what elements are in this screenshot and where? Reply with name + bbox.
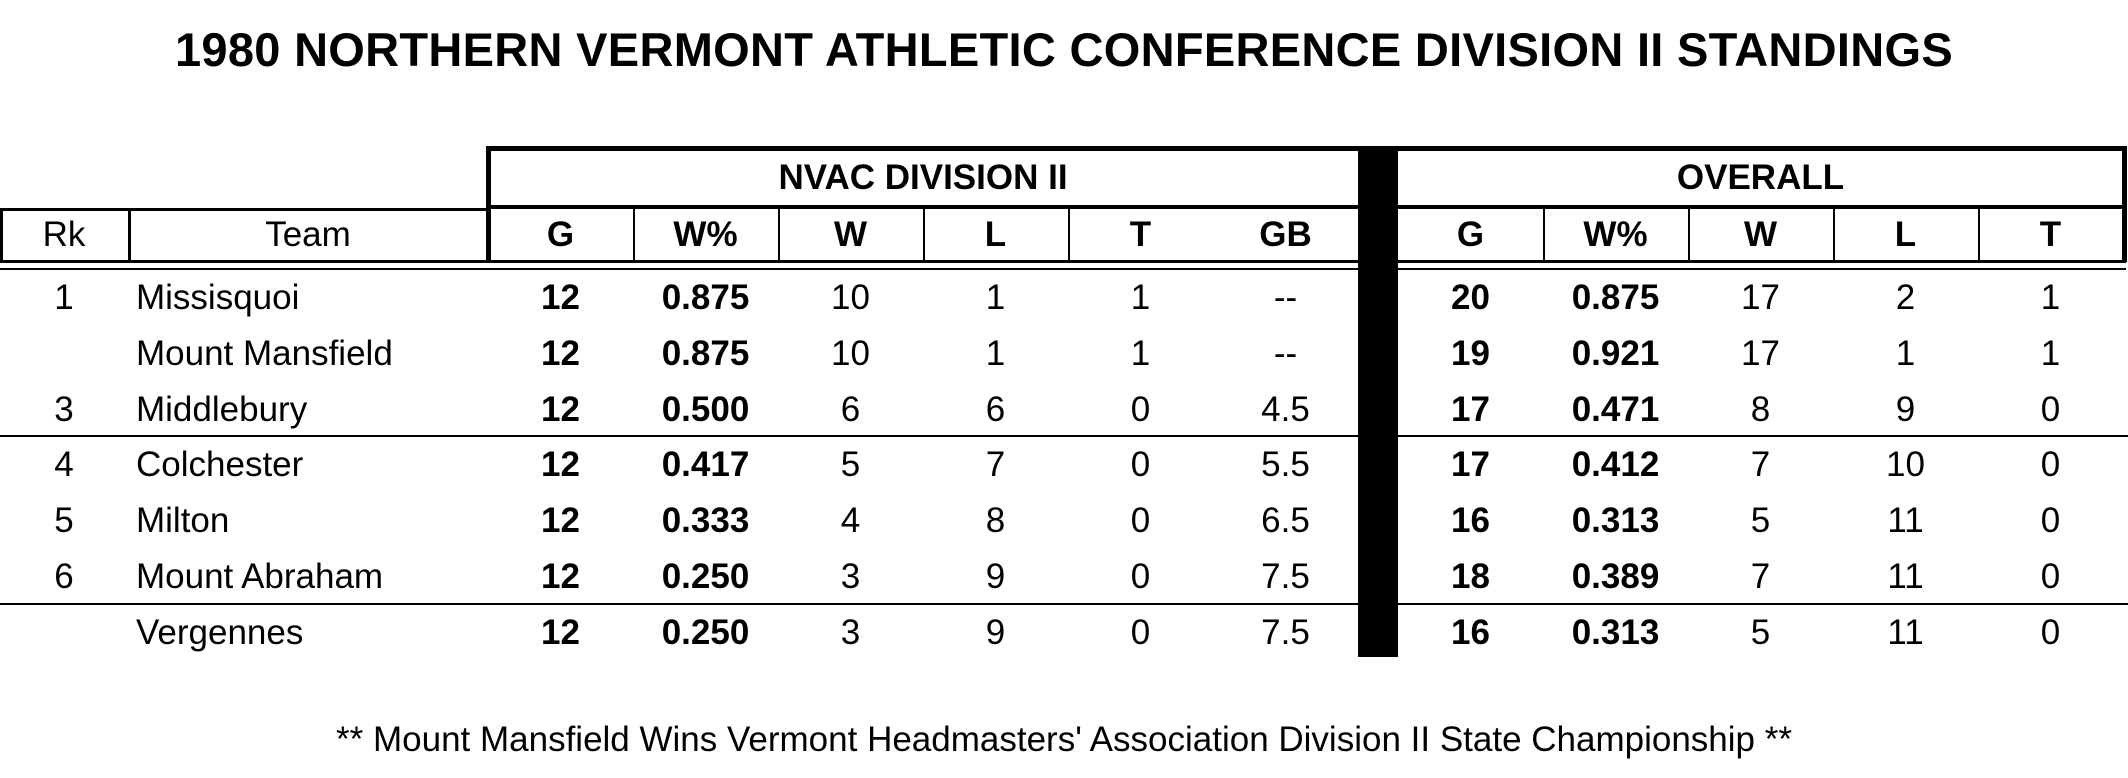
overall-cell: 0 [2040, 612, 2061, 652]
division-cell: 12 [541, 278, 580, 317]
division-cell: 0.250 [661, 557, 750, 596]
division-cell: 0.875 [661, 333, 750, 373]
rule-right-overall [2122, 146, 2127, 262]
rule-left-division [486, 146, 491, 262]
rule-header-bottom-2 [0, 268, 2126, 270]
column-header-6: T [1129, 215, 1152, 254]
division-cell: 12 [541, 389, 580, 429]
team-cell: Missisquoi [136, 278, 300, 317]
rule-v-header [923, 208, 925, 262]
division-cell: 10 [831, 333, 870, 373]
division-cell: 5 [840, 445, 861, 485]
rule-v-header [128, 208, 131, 262]
division-cell: 9 [985, 557, 1006, 596]
overall-cell: 19 [1451, 333, 1490, 373]
rule-v-header [1543, 208, 1545, 262]
column-header-7: GB [1259, 215, 1312, 254]
rank-cell [0, 326, 128, 382]
division-cell: 12 [541, 501, 580, 541]
team-cell: Milton [136, 501, 230, 541]
overall-cell: 17 [1741, 333, 1780, 373]
overall-cell: 0.412 [1571, 445, 1660, 485]
rank-cell [0, 605, 128, 661]
overall-cell: 11 [1887, 557, 1924, 596]
division-cell: 0.875 [661, 278, 750, 317]
page-title: 1980 NORTHERN VERMONT ATHLETIC CONFERENCE DIVISION II STANDINGS [174, 23, 1954, 76]
group-header-overall: OVERALL [1676, 158, 1845, 197]
division-cell: -- [1273, 278, 1298, 317]
division-cell: 10 [831, 278, 870, 317]
overall-cell: 0.389 [1571, 557, 1660, 596]
column-header-5: L [984, 215, 1007, 254]
rule-header-top [0, 208, 488, 211]
division-cell: 6 [840, 389, 861, 429]
column-header-3: W% [673, 215, 738, 254]
division-cell: 0.333 [661, 501, 750, 541]
rule-section-1 [0, 435, 2128, 437]
division-cell: 5.5 [1261, 445, 1310, 485]
overall-cell: 17 [1451, 445, 1490, 485]
division-cell: 1 [1130, 333, 1151, 373]
rank-cell: 1 [54, 278, 74, 317]
column-header-1: Team [265, 215, 351, 254]
rule-section-2 [0, 603, 2128, 605]
column-header-2: G [546, 215, 575, 254]
column-header-10: W [1743, 215, 1778, 254]
overall-cell: 10 [1886, 445, 1925, 485]
overall-cell: 17 [1741, 278, 1780, 317]
team-cell: Mount Mansfield [136, 333, 393, 373]
division-cell: 0 [1130, 612, 1151, 652]
division-cell: 0.500 [661, 389, 750, 429]
rule-v-header [1688, 208, 1690, 262]
division-cell: 6.5 [1261, 501, 1310, 541]
overall-cell: 1 [2040, 278, 2061, 317]
rule-v-header [633, 208, 635, 262]
overall-cell: 1 [1895, 333, 1916, 373]
column-header-0: Rk [42, 215, 86, 254]
division-cell: 7.5 [1261, 557, 1310, 596]
rule-v-header [1833, 208, 1835, 262]
rule-group-bottom [486, 205, 2126, 209]
team-cell: Vergennes [136, 612, 304, 652]
overall-cell: 16 [1451, 501, 1490, 541]
division-cell: 9 [985, 612, 1006, 652]
overall-cell: 0 [2040, 389, 2061, 429]
overall-cell: 0.313 [1571, 501, 1660, 541]
column-header-9: W% [1583, 215, 1648, 254]
division-cell: 12 [541, 612, 580, 652]
overall-cell: 0.471 [1571, 389, 1660, 429]
division-cell: 0 [1130, 501, 1151, 541]
overall-cell: 7 [1750, 557, 1771, 596]
rank-cell: 6 [54, 557, 74, 596]
division-cell: 1 [985, 333, 1006, 373]
division-cell: 12 [541, 557, 580, 596]
rule-v-header [778, 208, 780, 262]
division-cell: 3 [840, 612, 861, 652]
separator-band [1358, 151, 1398, 657]
rule-v-header [1978, 208, 1980, 262]
column-header-4: W [833, 215, 868, 254]
team-cell: Colchester [136, 445, 304, 485]
division-cell: 0 [1130, 389, 1151, 429]
division-cell: -- [1273, 333, 1298, 373]
footnote: ** Mount Mansfield Wins Vermont Headmasters' Association Division II State Championship ** [336, 720, 1792, 759]
rank-cell: 5 [54, 501, 74, 541]
division-cell: 12 [541, 333, 580, 373]
division-cell: 3 [840, 557, 861, 596]
group-header-division: NVAC DIVISION II [778, 158, 1068, 197]
rank-cell: 4 [54, 445, 74, 485]
rule-v-header [1068, 208, 1070, 262]
column-header-12: T [2039, 215, 2062, 254]
overall-cell: 16 [1451, 612, 1490, 652]
overall-cell: 0 [2040, 501, 2061, 541]
rule-header-bottom-1 [0, 260, 2126, 263]
rank-cell: 3 [54, 389, 74, 429]
column-header-8: G [1456, 215, 1485, 254]
overall-cell: 2 [1895, 278, 1916, 317]
overall-cell: 11 [1887, 612, 1924, 652]
column-header-11: L [1894, 215, 1917, 254]
overall-cell: 5 [1750, 612, 1771, 652]
division-cell: 4 [840, 501, 861, 541]
overall-cell: 7 [1750, 445, 1771, 485]
overall-cell: 0 [2040, 557, 2061, 596]
division-cell: 0 [1130, 445, 1151, 485]
team-cell: Mount Abraham [136, 557, 384, 596]
overall-cell: 0.921 [1571, 333, 1660, 373]
overall-cell: 11 [1887, 501, 1924, 541]
overall-cell: 1 [2040, 333, 2061, 373]
division-cell: 12 [541, 445, 580, 485]
overall-cell: 0.313 [1571, 612, 1660, 652]
rule-left-table [0, 208, 3, 262]
overall-cell: 0.875 [1571, 278, 1660, 317]
team-cell: Middlebury [136, 389, 308, 429]
rule-top [486, 146, 2126, 151]
overall-cell: 9 [1895, 389, 1916, 429]
division-cell: 0.417 [661, 445, 750, 485]
overall-cell: 5 [1750, 501, 1771, 541]
division-cell: 0.250 [661, 612, 750, 652]
overall-cell: 8 [1750, 389, 1771, 429]
division-cell: 4.5 [1261, 389, 1310, 429]
division-cell: 6 [985, 389, 1006, 429]
division-cell: 8 [985, 501, 1006, 541]
division-cell: 1 [985, 278, 1006, 317]
division-cell: 0 [1130, 557, 1151, 596]
overall-cell: 20 [1451, 278, 1490, 317]
division-cell: 7 [985, 445, 1006, 485]
division-cell: 7.5 [1261, 612, 1310, 652]
overall-cell: 17 [1451, 389, 1490, 429]
division-cell: 1 [1130, 278, 1151, 317]
overall-cell: 0 [2040, 445, 2061, 485]
overall-cell: 18 [1451, 557, 1490, 596]
